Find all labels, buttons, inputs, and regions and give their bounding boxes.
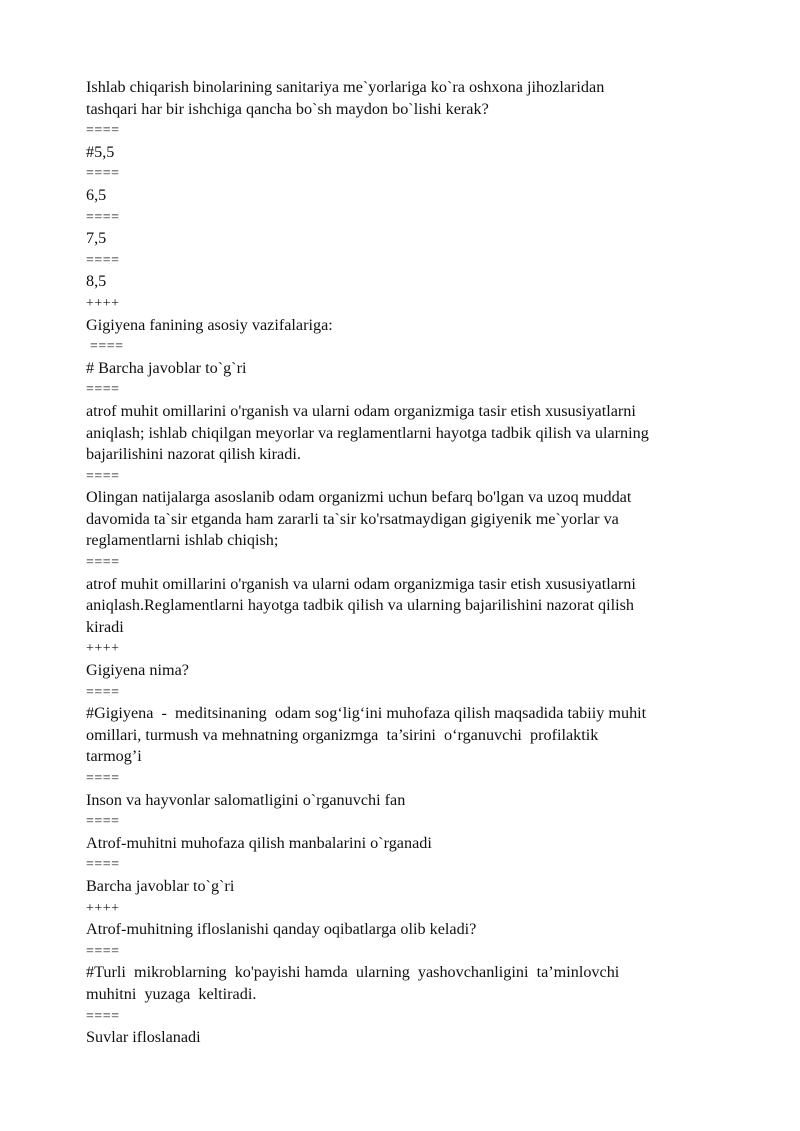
text-line: tarmog’i xyxy=(86,747,142,766)
separator-line: ==== xyxy=(86,943,120,959)
text-line: Suvlar ifloslanadi xyxy=(86,1028,201,1047)
text-line: tashqari har bir ishchiga qancha bo`sh maydon bo`lishi kerak? xyxy=(86,99,489,118)
text-line: reglamentlarni ishlab chiqish; xyxy=(86,531,279,550)
text-line: Gigiyena nima? xyxy=(86,661,189,680)
separator-line: ++++ xyxy=(86,900,120,916)
text-line: Olingan natijalarga asoslanib odam organizmi uchun befarq bo'lgan va uzoq muddat xyxy=(86,488,632,507)
text-line: Inson va hayvonlar salomatligini o`rganuvchi fan xyxy=(86,790,406,809)
separator-line: ==== xyxy=(86,1008,120,1024)
separator-line: ==== xyxy=(86,252,120,268)
separator-line: ==== xyxy=(86,857,120,873)
text-line: # Barcha javoblar to`g`ri xyxy=(86,358,247,377)
text-line: Ishlab chiqarish binolarining sanitariya me`yorlariga ko`ra oshxona jihozlaridan xyxy=(86,78,605,96)
separator-line: ==== xyxy=(86,166,120,182)
document-page xyxy=(86,77,766,1049)
separator-line: ++++ xyxy=(86,295,120,311)
text-line: aniqlash; ishlab chiqilgan meyorlar va reglamentlarni hayotga tadbik qilish va ularning xyxy=(86,423,649,442)
text-line: #5,5 xyxy=(86,142,115,161)
text-line: atrof muhit omillarini o'rganish va ularni odam organizmiga tasir etish xususiyatlarni xyxy=(86,574,636,593)
separator-line: ++++ xyxy=(86,641,120,657)
text-line: Gigiyena fanining asosiy vazifalariga: xyxy=(86,315,333,334)
separator-line: ==== xyxy=(86,684,120,700)
text-line: davomida ta`sir etganda ham zararli ta`sir ko'rsatmaydigan gigiyenik me`yorlar va xyxy=(86,509,619,528)
separator-line: ==== xyxy=(86,339,124,355)
text-line: #Turli mikroblarning ko'payishi hamda ularning yashovchanligini ta’minlovchi xyxy=(86,963,620,982)
text-line: 8,5 xyxy=(86,272,107,291)
text-line: bajarilishini nazorat qilish kiradi. xyxy=(86,445,301,464)
separator-line: ==== xyxy=(86,209,120,225)
text-line: Atrof-muhitning ifloslanishi qanday oqibatlarga olib keladi? xyxy=(86,920,477,939)
text-line: Barcha javoblar to`g`ri xyxy=(86,876,235,895)
text-line: aniqlash.Reglamentlarni hayotga tadbik qilish va ularning bajarilishini nazorat qilish xyxy=(86,596,634,615)
separator-line: ==== xyxy=(86,468,120,484)
text-line: 6,5 xyxy=(86,185,107,204)
text-line: 7,5 xyxy=(86,229,107,248)
separator-line: ==== xyxy=(86,555,120,571)
separator-line: ==== xyxy=(86,123,120,139)
text-line: muhitni yuzaga keltiradi. xyxy=(86,984,257,1003)
text-line: Atrof-muhitni muhofaza qilish manbalarini o`rganadi xyxy=(86,833,432,852)
separator-line: ==== xyxy=(86,382,120,398)
text-line: atrof muhit omillarini o'rganish va ularni odam organizmiga tasir etish xususiyatlarni xyxy=(86,401,636,420)
separator-line: ==== xyxy=(86,771,120,786)
text-line: omillari, turmush va mehnatning organizmga ta’sirini o‘rganuvchi profilaktik xyxy=(86,725,599,744)
text-line: #Gigiyena - meditsinaning odam sog‘lig‘ini muhofaza qilish maqsadida tabiiy muhit xyxy=(86,704,647,723)
separator-line: ==== xyxy=(86,814,120,830)
text-line: kiradi xyxy=(86,617,124,636)
